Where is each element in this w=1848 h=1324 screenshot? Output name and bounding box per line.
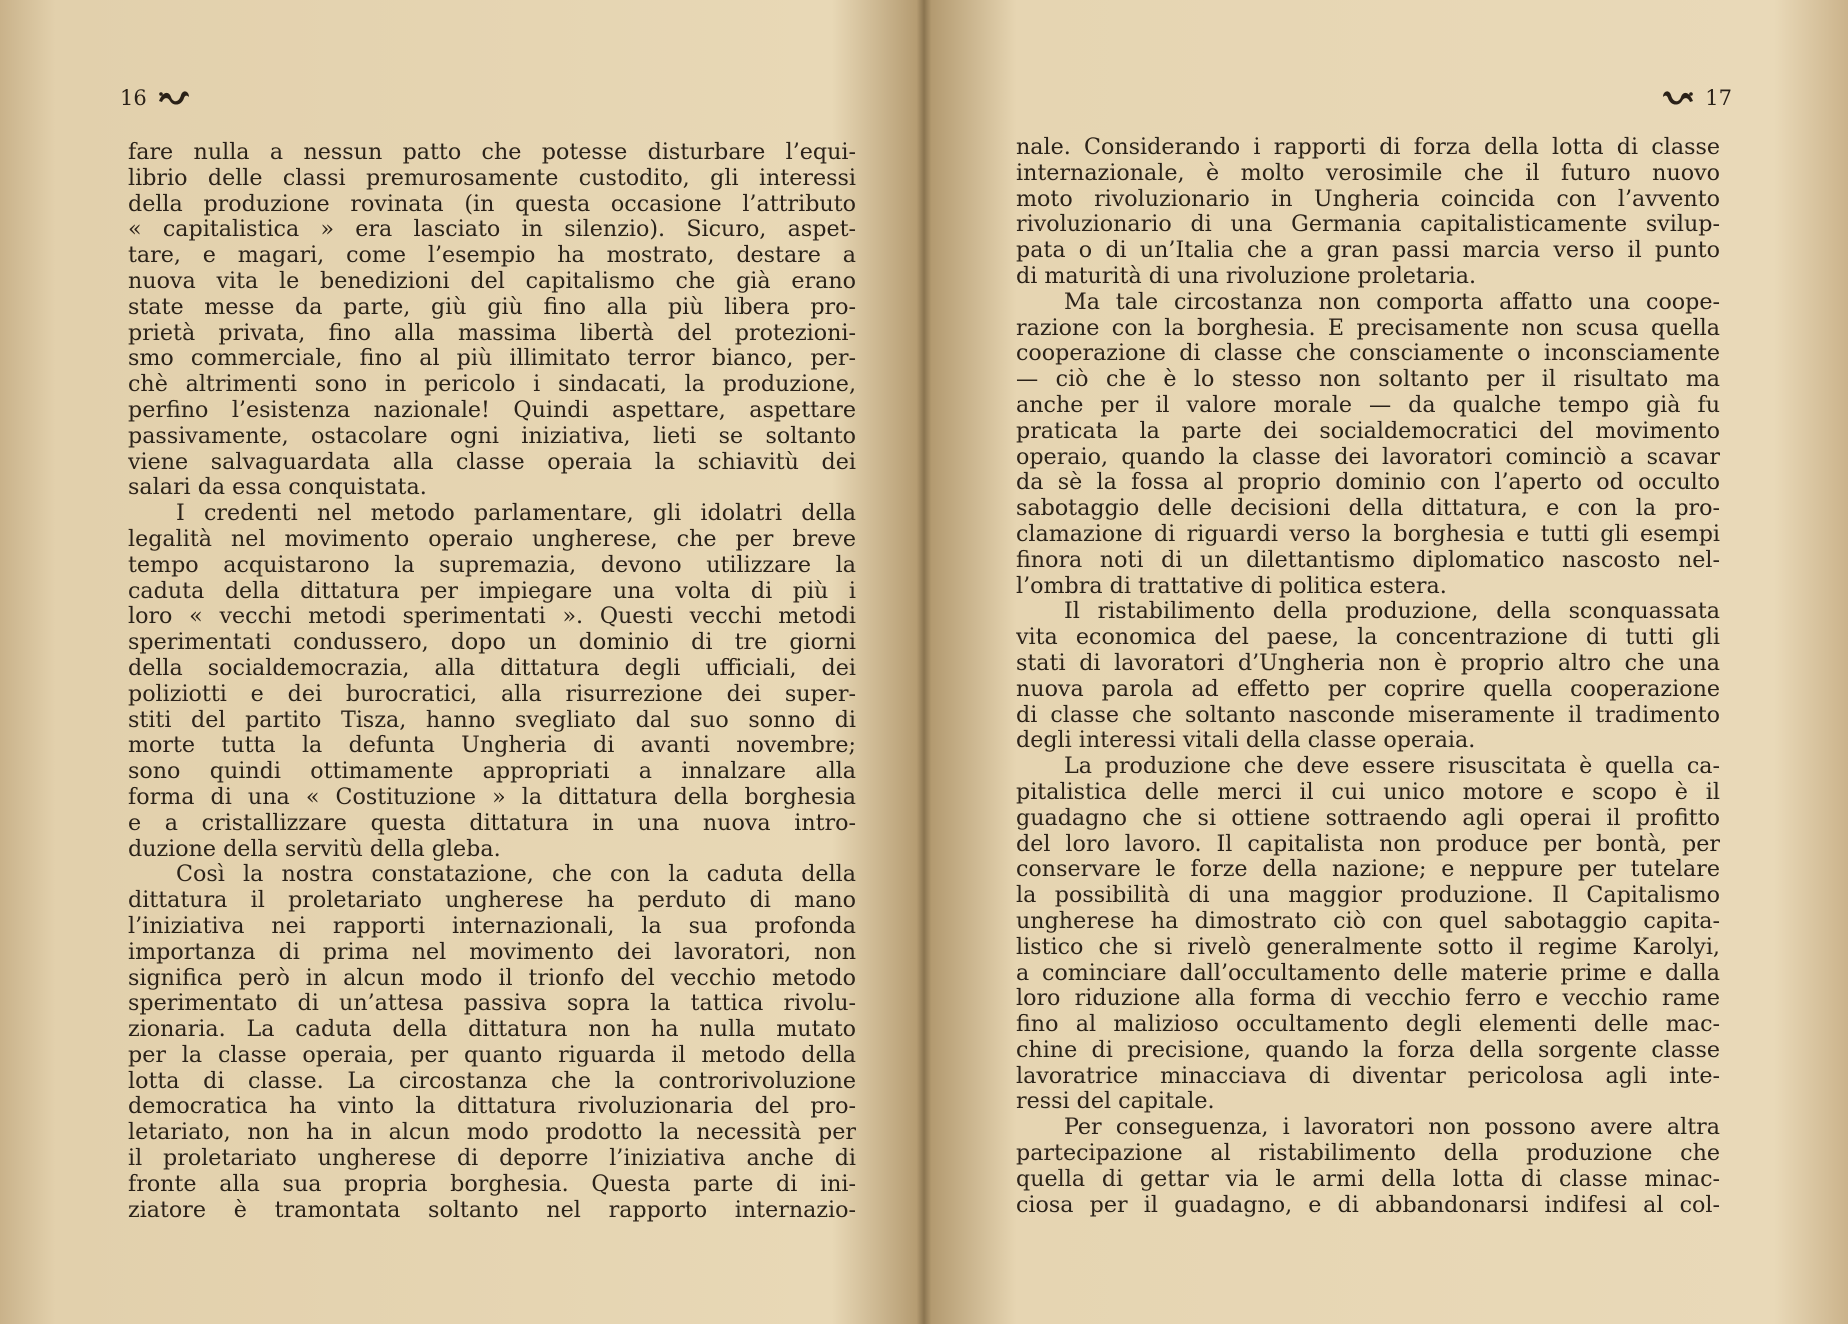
text-line: il proletariato ungherese di deporre l’iniziativa anche di — [128, 1146, 856, 1172]
text-line: perfino l’esistenza nazionale! Quindi aspettare, aspettare — [128, 397, 856, 423]
text-line: del loro lavoro. Il capitalista non produce per bontà, per — [1016, 831, 1720, 857]
leaf-ornament-icon — [1661, 89, 1695, 107]
text-line: letariato, non ha in alcun modo prodotto la necessità per — [128, 1120, 856, 1146]
text-line: rivoluzionario di una Germania capitalisticamente svilup- — [1016, 212, 1720, 238]
text-line: vita economica del paese, la concentrazione di tutti gli — [1016, 625, 1720, 651]
text-line: nale. Considerando i rapporti di forza della lotta di classe — [1016, 135, 1720, 160]
text-line: operaio, quando la classe dei lavoratori cominciò a scavar — [1016, 444, 1720, 470]
text-line: pitalistica delle merci il cui unico motore e scopo è il — [1016, 779, 1720, 805]
text-line: importanza di prima nel movimento dei lavoratori, non — [128, 939, 856, 965]
left-page-text — [128, 140, 856, 1223]
text-line: fronte alla sua propria borghesia. Questa parte di ini- — [128, 1171, 856, 1197]
text-line: lavoratrice minacciava di diventar pericolosa agli inte- — [1016, 1063, 1720, 1089]
text-line: zionaria. La caduta della dittatura non ha nulla mutato — [128, 1017, 856, 1043]
text-line: tempo acquistarono la supremazia, devono utilizzare la — [128, 552, 856, 578]
text-line: salari da essa conquistata. — [128, 475, 427, 501]
text-line: librio delle classi premurosamente custodito, gli interessi — [128, 165, 856, 191]
text-line: partecipazione al ristabilimento della produzione che — [1016, 1141, 1720, 1167]
leaf-ornament-icon — [157, 89, 191, 107]
text-line: sperimentati condussero, dopo un dominio di tre giorni — [128, 630, 856, 656]
text-line: loro riduzione alla forma di vecchio ferro e vecchio rame — [1016, 986, 1720, 1012]
right-page — [924, 0, 1848, 1324]
text-line: Per conseguenza, i lavoratori non possono avere altra — [1064, 1115, 1720, 1141]
text-line: lotta di classe. La circostanza che la controrivoluzione — [128, 1068, 856, 1094]
text-line: state messe da parte, giù giù fino alla più libera pro- — [128, 294, 856, 320]
text-line: cooperazione di classe che consciamente o inconsciamente — [1016, 341, 1720, 367]
text-line: caduta della dittatura per impiegare una volta di più i — [128, 578, 856, 604]
text-line: fino al malizioso occultamento degli elementi delle mac- — [1016, 1012, 1720, 1038]
right-page-header — [1661, 86, 1732, 110]
text-line: democratica ha vinto la dittatura rivoluzionaria del pro- — [128, 1094, 856, 1120]
text-line: quella di gettar via le armi della lotta di classe minac- — [1016, 1166, 1720, 1192]
text-line: legalità nel movimento operaio ungherese, che per breve — [128, 526, 856, 552]
text-line: Il ristabilimento della produzione, della sconquassata — [1064, 599, 1720, 625]
text-line: significa però in alcun modo il trionfo del vecchio metodo — [128, 965, 856, 991]
text-line: « capitalistica » era lasciato in silenzio). Sicuro, aspet- — [128, 217, 856, 243]
text-line: moto rivoluzionario in Ungheria coincida con l’avvento — [1016, 186, 1720, 212]
text-line: prietà privata, fino alla massima libertà del protezioni- — [128, 320, 856, 346]
text-line: forma di una « Costituzione » la dittatura della borghesia — [128, 784, 856, 810]
text-line: ziatore è tramontata soltanto nel rapporto internazio- — [128, 1197, 856, 1223]
text-line: passivamente, ostacolare ogni iniziativa, lieti se soltanto — [128, 423, 856, 449]
page-number: 16 — [120, 86, 147, 110]
text-line: anche per il valore morale — da qualche tempo già fu — [1016, 392, 1720, 418]
text-line: duzione della servitù della gleba. — [128, 836, 501, 862]
text-line: di maturità di una rivoluzione proletaria. — [1016, 263, 1477, 289]
text-line: Così la nostra constatazione, che con la caduta della — [176, 862, 856, 888]
text-line: viene salvaguardata alla classe operaia la schiavitù dei — [128, 449, 856, 475]
text-line: razione con la borghesia. E precisamente non scusa quella — [1016, 315, 1720, 341]
text-line: ressi del capitale. — [1016, 1089, 1215, 1115]
text-line: da sè la fossa al proprio dominio con l’aperto od occulto — [1016, 470, 1720, 496]
left-page-header — [120, 86, 191, 110]
text-line: La produzione che deve essere risuscitata è quella ca- — [1064, 754, 1720, 780]
text-line: a cominciare dall’occultamento delle materie prime e dalla — [1016, 960, 1720, 986]
text-line: sabotaggio delle decisioni della dittatura, e con la pro- — [1016, 496, 1720, 522]
text-line: I credenti nel metodo parlamentare, gli idolatri della — [176, 501, 856, 527]
text-line: l’iniziativa nei rapporti internazionali, la sua profonda — [128, 913, 856, 939]
text-line: pata o di un’Italia che a gran passi marcia verso il punto — [1016, 238, 1720, 264]
text-line: poliziotti e dei burocratici, alla risurrezione dei super- — [128, 681, 856, 707]
text-line: fare nulla a nessun patto che potesse disturbare l’equi- — [128, 140, 856, 165]
text-line: sono quindi ottimamente appropriati a innalzare alla — [128, 759, 856, 785]
text-line: e a cristallizzare questa dittatura in una nuova intro- — [128, 810, 856, 836]
text-line: guadagno che si ottiene sottraendo agli operai il profitto — [1016, 805, 1720, 831]
text-line: clamazione di riguardi verso la borghesia e tutti gli esempi — [1016, 521, 1720, 547]
text-line: tare, e magari, come l’esempio ha mostrato, destare a — [128, 243, 856, 269]
text-line: chine di precisione, quando la forza della sorgente classe — [1016, 1037, 1720, 1063]
text-line: della produzione rovinata (in questa occasione l’attributo — [128, 191, 856, 217]
text-line: di classe che soltanto nasconde miseramente il tradimento — [1016, 702, 1720, 728]
text-line: nuova vita le benedizioni del capitalismo che già erano — [128, 268, 856, 294]
text-line: loro « vecchi metodi sperimentati ». Questi vecchi metodi — [128, 604, 856, 630]
text-line: stati di lavoratori d’Ungheria non è proprio altro che una — [1016, 650, 1720, 676]
text-line: — ciò che è lo stesso non soltanto per il risultato ma — [1016, 367, 1720, 393]
text-line: listico che si rivelò generalmente sotto il regime Karolyi, — [1016, 934, 1720, 960]
text-line: l’ombra di trattative di politica estera. — [1016, 573, 1447, 599]
text-line: ciosa per il guadagno, e di abbandonarsi indifesi al col- — [1016, 1192, 1720, 1218]
text-line: dittatura il proletariato ungherese ha perduto di mano — [128, 888, 856, 914]
text-line: per la classe operaia, per quanto riguarda il metodo della — [128, 1042, 856, 1068]
text-line: la possibilità di una maggior produzione. Il Capitalismo — [1016, 883, 1720, 909]
text-line: ungherese ha dimostrato ciò con quel sabotaggio capita- — [1016, 908, 1720, 934]
text-line: chè altrimenti sono in pericolo i sindacati, la produzione, — [128, 372, 856, 398]
text-line: della socialdemocrazia, alla dittatura degli ufficiali, dei — [128, 655, 856, 681]
text-line: Ma tale circostanza non comporta affatto una coope- — [1064, 289, 1720, 315]
text-line: nuova parola ad effetto per coprire quella cooperazione — [1016, 676, 1720, 702]
text-line: morte tutta la defunta Ungheria di avanti novembre; — [128, 733, 856, 759]
text-line: praticata la parte dei socialdemocratici del movimento — [1016, 418, 1720, 444]
text-line: smo commerciale, fino al più illimitato terror bianco, per- — [128, 346, 856, 372]
page-number: 17 — [1705, 86, 1732, 110]
text-line: conservare le forze della nazione; e neppure per tutelare — [1016, 857, 1720, 883]
right-page-text — [1016, 135, 1720, 1218]
text-line: finora noti di un dilettantismo diplomatico nascosto nel- — [1016, 547, 1720, 573]
text-line: degli interessi vitali della classe operaia. — [1016, 728, 1476, 754]
text-line: internazionale, è molto verosimile che il futuro nuovo — [1016, 160, 1720, 186]
text-line: sperimentato di un’attesa passiva sopra la tattica rivolu- — [128, 991, 856, 1017]
text-line: stiti del partito Tisza, hanno svegliato dal suo sonno di — [128, 707, 856, 733]
